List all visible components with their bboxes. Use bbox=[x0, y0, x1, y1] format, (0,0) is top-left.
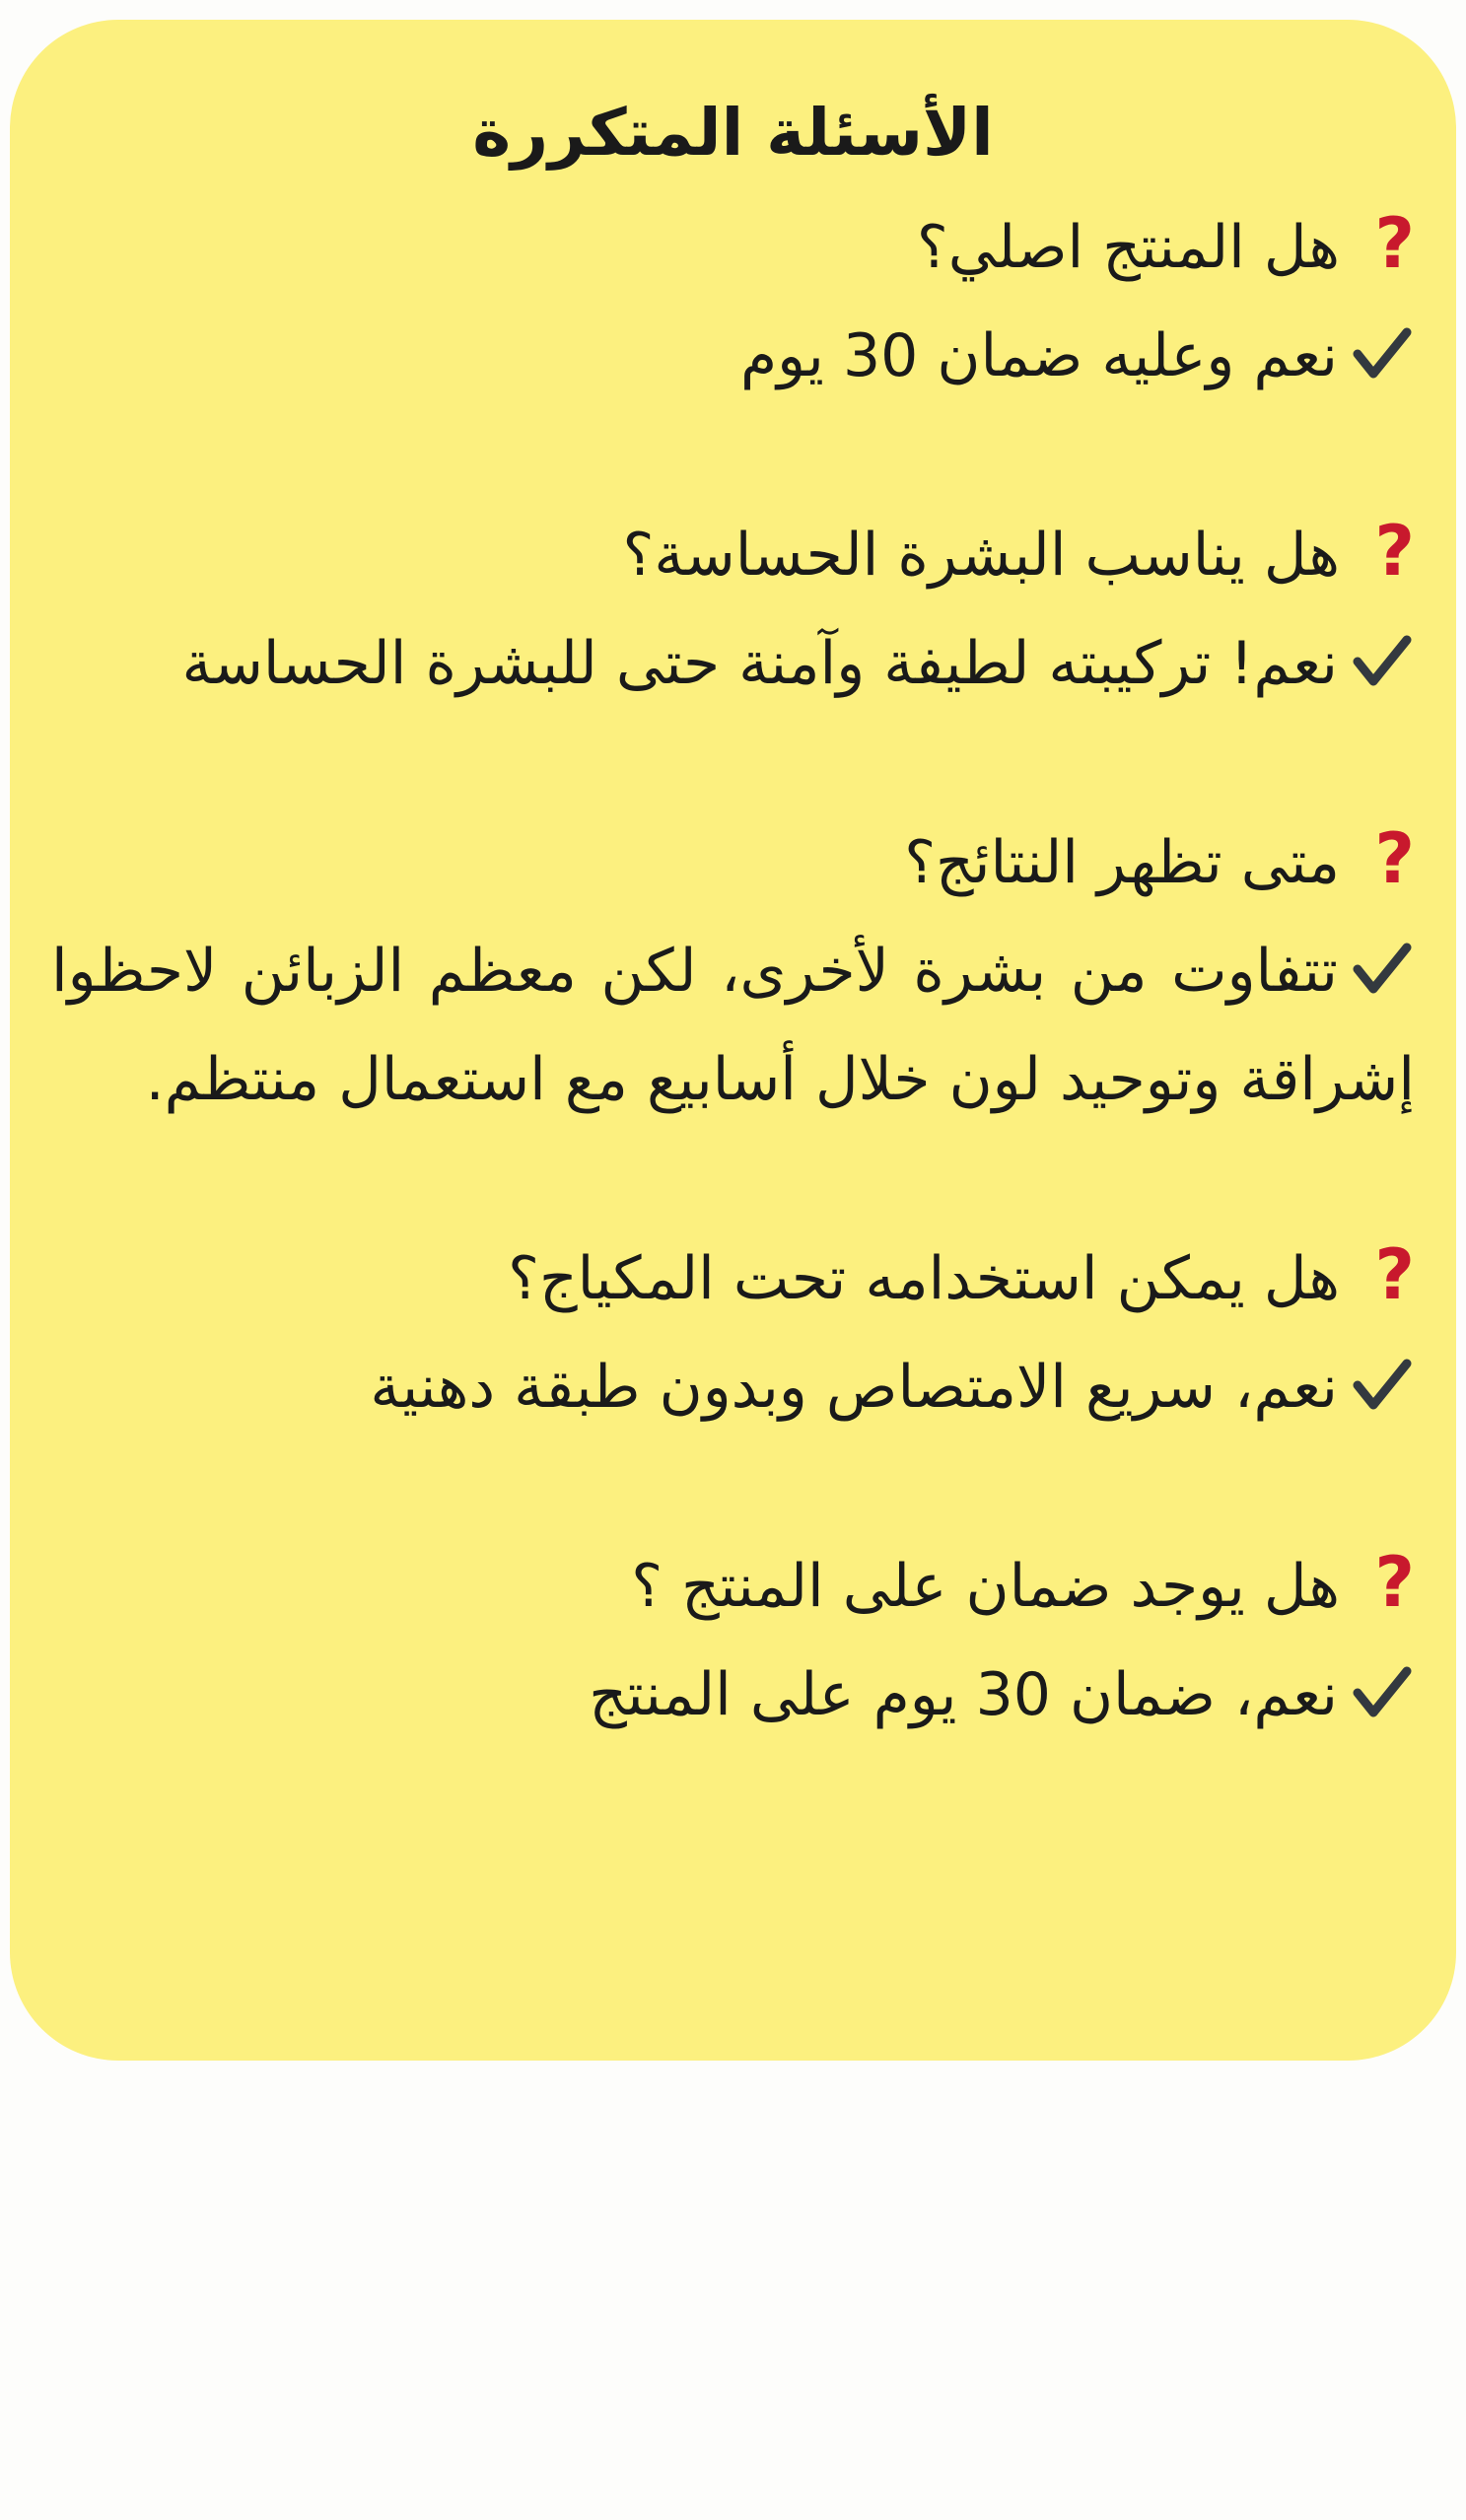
page-title: الأسئلة المتكررة bbox=[472, 95, 994, 171]
question-mark-icon: ? bbox=[1374, 1234, 1415, 1315]
question-mark-icon: ? bbox=[1374, 511, 1415, 592]
question-text: هل يوجد ضمان على المنتج ؟ bbox=[631, 1552, 1340, 1621]
check-icon bbox=[1350, 324, 1415, 384]
answer-text: تتفاوت من بشرة لأخرى، لكن معظم الزبائن لاحظوا إشراقة وتوحيد لون خلال أسابيع مع استعمال منتظم. bbox=[51, 937, 1415, 1114]
faq-question bbox=[51, 189, 1415, 302]
faq-item bbox=[51, 1221, 1415, 1441]
faq-list bbox=[51, 189, 1415, 1749]
faq-item bbox=[51, 1528, 1415, 1749]
faq-answer bbox=[51, 609, 1415, 718]
question-text: هل المنتج اصلي؟ bbox=[916, 213, 1340, 282]
question-text: هل يناسب البشرة الحساسة؟ bbox=[622, 521, 1340, 590]
answer-text: نعم، ضمان 30 يوم على المنتج bbox=[589, 1660, 1338, 1729]
faq-question bbox=[51, 1221, 1415, 1333]
faq-answer bbox=[51, 302, 1415, 410]
answer-text: نعم، سريع الامتصاص وبدون طبقة دهنية bbox=[370, 1353, 1338, 1422]
check-icon bbox=[1350, 632, 1415, 691]
question-mark-icon: ? bbox=[1374, 203, 1415, 284]
faq-answer bbox=[51, 917, 1415, 1134]
answer-text: نعم وعليه ضمان 30 يوم bbox=[740, 321, 1338, 390]
faq-item bbox=[51, 189, 1415, 410]
check-icon bbox=[1350, 940, 1415, 999]
faq-card bbox=[10, 20, 1456, 2061]
question-text: هل يمكن استخدامه تحت المكياج؟ bbox=[508, 1244, 1340, 1313]
faq-question bbox=[51, 497, 1415, 609]
question-mark-icon: ? bbox=[1374, 1542, 1415, 1623]
check-icon bbox=[1350, 1356, 1415, 1415]
faq-answer bbox=[51, 1333, 1415, 1441]
faq-question bbox=[51, 805, 1415, 917]
faq-question bbox=[51, 1528, 1415, 1641]
question-mark-icon: ? bbox=[1374, 818, 1415, 899]
faq-item bbox=[51, 805, 1415, 1134]
check-icon bbox=[1350, 1663, 1415, 1722]
question-text: متى تظهر النتائج؟ bbox=[904, 828, 1340, 897]
answer-text: نعم! تركيبته لطيفة وآمنة حتى للبشرة الحساسة bbox=[181, 629, 1338, 698]
faq-item bbox=[51, 497, 1415, 718]
faq-answer bbox=[51, 1641, 1415, 1749]
